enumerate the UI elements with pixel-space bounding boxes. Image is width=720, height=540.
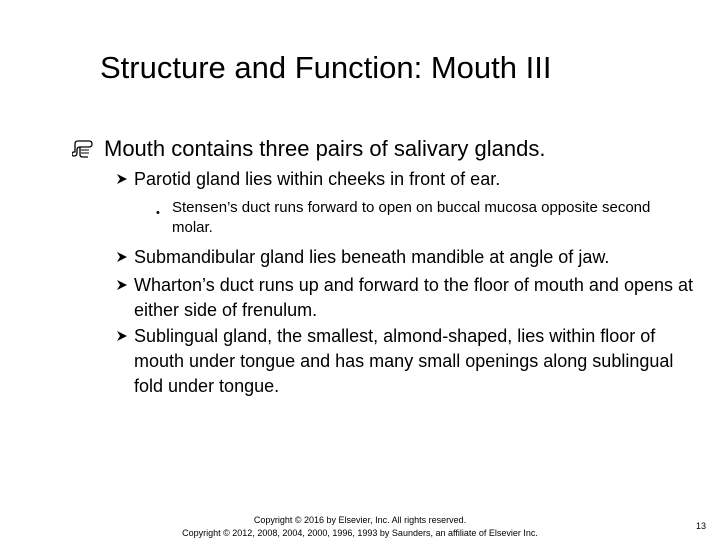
wharton-bullet-text: Wharton’s duct runs up and forward to the floor of mouth and opens at either side of frenulum.	[134, 275, 694, 320]
arrowhead-bullet-icon	[116, 330, 128, 342]
slide-title: Structure and Function: Mouth III	[100, 50, 552, 85]
level1-bullet-text: Mouth contains three pairs of salivary glands.	[104, 136, 546, 161]
page-number: 13	[696, 521, 707, 531]
submandibular-bullet-text: Submandibular gland lies beneath mandible at angle of jaw.	[134, 247, 610, 267]
stensen-bullet-text: Stensen’s duct runs forward to open on buccal mucosa opposite second molar.	[172, 199, 651, 236]
arrowhead-bullet-icon	[116, 251, 128, 263]
copyright-line-2: Copyright © 2012, 2008, 2004, 2000, 1996, 1993 by Saunders, an affiliate of Elsevier Inc.	[182, 528, 538, 538]
parotid-bullet-text: Parotid gland lies within cheeks in front of ear.	[134, 169, 501, 189]
level3-bullet-dot: •	[156, 207, 160, 219]
copyright-footer	[150, 514, 570, 540]
arrowhead-bullet-icon	[116, 279, 128, 291]
sublingual-bullet-text: Sublingual gland, the smallest, almond-shaped, lies within floor of mouth under tongue and has many small openings along sublingual fold under tongue.	[134, 326, 674, 396]
scroll-bullet-icon	[72, 139, 94, 159]
arrowhead-bullet-icon	[116, 173, 128, 185]
copyright-line-1: Copyright © 2016 by Elsevier, Inc. All rights reserved.	[253, 515, 467, 525]
